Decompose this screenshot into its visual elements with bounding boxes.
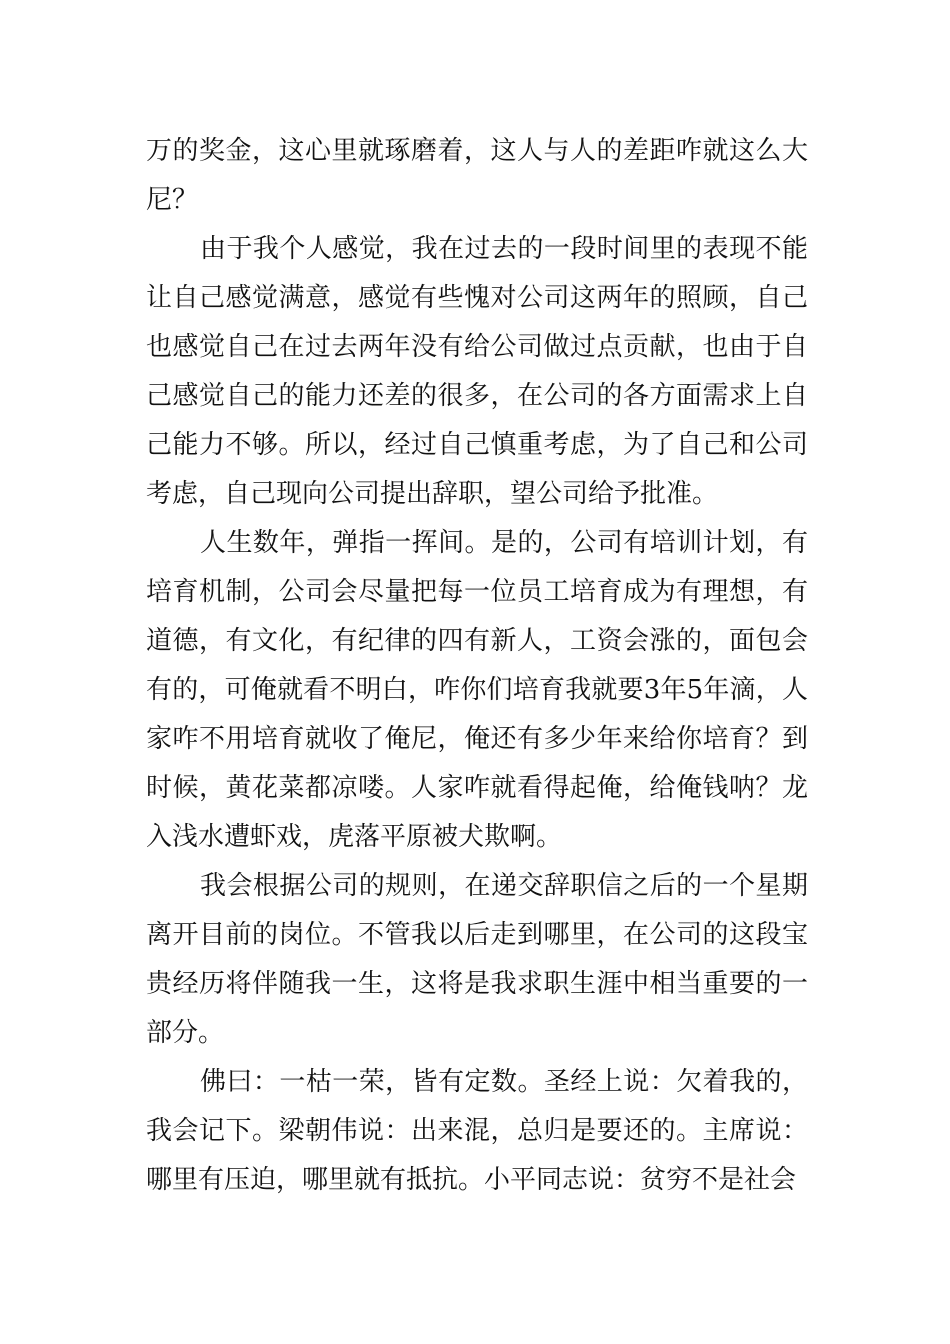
paragraph-2: 由于我个人感觉，我在过去的一段时间里的表现不能让自己感觉满意，感觉有些愧对公司这两年的照顾，自己也感觉自己在过去两年没有给公司做过点贡献，也由于自己感觉自己的能力还差的很多，在公司的各方面需求上自己能力不够。所以，经过自己慎重考虑，为了自己和公司考虑，自己现向公司提出辞职，望公司给予批准。 [146, 234, 808, 509]
paragraph-1: 万的奖金，这心里就琢磨着，这人与人的差距咋就这么大尼？ [146, 136, 808, 215]
paragraph-5: 佛曰：一枯一荣，皆有定数。圣经上说：欠着我的，我会记下。梁朝伟说：出来混，总归是要还的。主席说：哪里有压迫，哪里就有抵抗。小平同志说：贫穷不是社会 [146, 1067, 808, 1195]
paragraph-3: 人生数年，弹指一挥间。是的，公司有培训计划，有培育机制，公司会尽量把每一位员工培育成为有理想，有道德，有文化，有纪律的四有新人，工资会涨的，面包会有的，可俺就看不明白，咋你们培育我就要3年5年滴，人家咋不用培育就收了俺尼，俺还有多少年来给你培育？到时候，黄花菜都凉喽。人家咋就看得起俺，给俺钱呐？龙入浅水遭虾戏，虎落平原被犬欺啊。 [146, 528, 808, 852]
paragraph-4: 我会根据公司的规则，在递交辞职信之后的一个星期离开目前的岗位。不管我以后走到哪里，在公司的这段宝贵经历将伴随我一生，这将是我求职生涯中相当重要的一部分。 [146, 871, 808, 1048]
document-page [146, 127, 808, 1205]
